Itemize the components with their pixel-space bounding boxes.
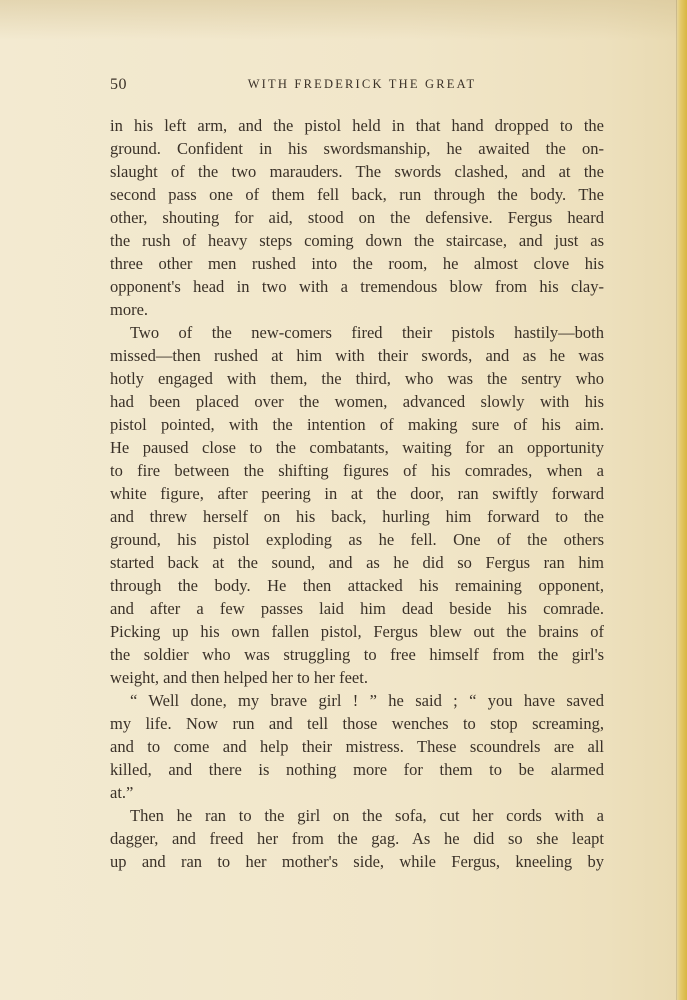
text-line: through the body. He then attacked his remaining opponent,: [110, 576, 604, 595]
text-line: the rush of heavy steps coming down the staircase, and just as: [110, 231, 604, 250]
running-head: [110, 76, 604, 98]
text-line: the soldier who was struggling to free himself from the girl's: [110, 645, 604, 664]
text-line: hotly engaged with them, the third, who was the sentry who: [110, 369, 604, 388]
text-line: to fire between the shifting figures of his comrades, when a: [110, 461, 604, 480]
text-line: and after a few passes laid him dead beside his comrade.: [110, 599, 604, 618]
text-line: at.”: [110, 783, 134, 802]
text-line: and threw herself on his back, hurling him forward to the: [110, 507, 604, 526]
text-line: pistol pointed, with the intention of making sure of his aim.: [110, 415, 604, 434]
text-line: started back at the sound, and as he did so Fergus ran him: [110, 553, 604, 572]
text-line: white figure, after peering in at the door, ran swiftly forward: [110, 484, 604, 503]
text-line: “ Well done, my brave girl ! ” he said ; “ you have saved: [130, 691, 604, 710]
text-line: second pass one of them fell back, run through the body. The: [110, 185, 604, 204]
text-line: ground. Confident in his swordsmanship, he awaited the on-: [110, 139, 604, 158]
page-number: 50: [110, 76, 127, 93]
text-line: and to come and help their mistress. These scoundrels are all: [110, 737, 604, 756]
text-line: dagger, and freed her from the gag. As he did so she leapt: [110, 829, 604, 848]
book-spine-edge: [677, 0, 687, 1000]
text-line: Two of the new-comers fired their pistols hastily—both: [130, 323, 604, 342]
text-line: had been placed over the women, advanced slowly with his: [110, 392, 604, 411]
text-line: slaught of the two marauders. The swords clashed, and at the: [110, 162, 604, 181]
text-line: Picking up his own fallen pistol, Fergus blew out the brains of: [110, 622, 604, 641]
text-line: ground, his pistol exploding as he fell. One of the others: [110, 530, 604, 549]
text-line: Then he ran to the girl on the sofa, cut her cords with a: [130, 806, 604, 825]
body-text: [110, 114, 604, 873]
book-title: WITH FREDERICK THE GREAT: [247, 77, 477, 91]
text-line: up and ran to her mother's side, while Fergus, kneeling by: [110, 852, 604, 871]
text-line: opponent's head in two with a tremendous blow from his clay-: [110, 277, 604, 296]
text-line: other, shouting for aid, stood on the defensive. Fergus heard: [110, 208, 604, 227]
text-line: He paused close to the combatants, waiting for an opportunity: [110, 438, 604, 457]
text-line: my life. Now run and tell those wenches to stop screaming,: [110, 714, 604, 733]
text-line: weight, and then helped her to her feet.: [110, 668, 368, 687]
text-line: in his left arm, and the pistol held in that hand dropped to the: [110, 116, 604, 135]
text-line: more.: [110, 300, 149, 319]
text-line: killed, and there is nothing more for them to be alarmed: [110, 760, 604, 779]
text-line: missed—then rushed at him with their swords, and as he was: [110, 346, 604, 365]
text-line: three other men rushed into the room, he almost clove his: [110, 254, 604, 273]
page-top-shadow: [0, 0, 687, 40]
